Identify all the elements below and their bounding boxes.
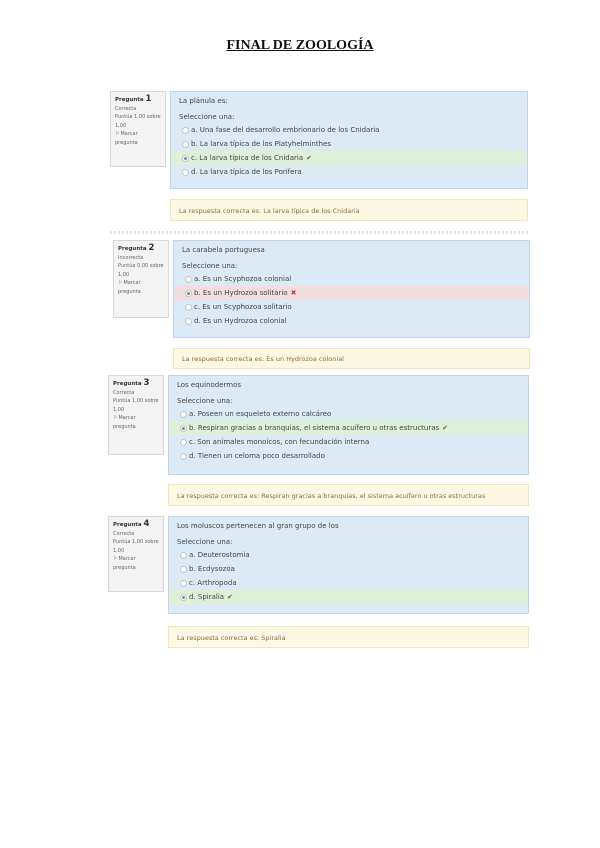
answer-option-selected[interactable]: d. Spiralia ✔ <box>169 590 528 604</box>
correct-answer-feedback: La respuesta correcta es: Respiran gracias a branquias, el sistema acuífero u otras estructuras <box>168 484 529 506</box>
radio-button[interactable] <box>182 127 189 134</box>
question-number: Pregunta 1 <box>115 94 152 104</box>
flag-icon: ⚐ <box>115 131 120 137</box>
answer-option[interactable]: b. Ecdysozoa <box>169 562 528 576</box>
answer-prompt: Seleccione una: <box>179 113 235 121</box>
radio-button-checked[interactable] <box>185 290 192 297</box>
question-content <box>168 375 529 475</box>
radio-button[interactable] <box>180 580 187 587</box>
answer-option-selected[interactable]: b. Es un Hydrozoa solitario ✖ <box>174 286 529 300</box>
radio-button[interactable] <box>180 552 187 559</box>
flag-icon: ⚐ <box>113 556 118 562</box>
answer-prompt: Seleccione una: <box>182 262 238 270</box>
radio-button-checked[interactable] <box>182 155 189 162</box>
answer-options <box>179 123 519 179</box>
answer-option[interactable]: d. Tienen un celoma poco desarrollado <box>169 449 528 463</box>
question-score: Puntúa 1,00 sobre 1,00 <box>113 539 159 554</box>
radio-button[interactable] <box>182 141 189 148</box>
question-info <box>113 240 169 318</box>
radio-button[interactable] <box>180 439 187 446</box>
radio-button[interactable] <box>180 453 187 460</box>
question-content <box>170 91 528 189</box>
answer-option[interactable]: a. Es un Scyphozoa colonial <box>174 272 529 286</box>
flag-question-link[interactable]: ⚐Marcar pregunta <box>115 131 138 146</box>
radio-button[interactable] <box>180 411 187 418</box>
answer-option[interactable]: c. Son animales monoicos, con fecundación interna <box>169 435 528 449</box>
radio-button-checked[interactable] <box>180 425 187 432</box>
question-number: Pregunta 3 <box>113 378 150 388</box>
answer-options <box>182 272 521 328</box>
question-text: Los moluscos pertenecen al gran grupo de los <box>177 522 339 530</box>
radio-button[interactable] <box>185 276 192 283</box>
correct-answer-feedback: La respuesta correcta es: La larva típica de los Cnidaria <box>170 199 528 221</box>
answer-prompt: Seleccione una: <box>177 538 233 546</box>
check-icon: ✔ <box>306 154 312 162</box>
question-info <box>108 516 164 592</box>
question-state: Correcta <box>113 389 135 396</box>
question-score: Puntúa 0,00 sobre 1,00 <box>118 263 164 278</box>
correct-answer-feedback: La respuesta correcta es: Es un Hydrozoa colonial <box>173 348 530 369</box>
answer-option[interactable]: d. Es un Hydrozoa colonial <box>174 314 529 328</box>
answer-option[interactable]: d. La larva típica de los Porifera <box>171 165 527 179</box>
question-content <box>168 516 529 614</box>
check-icon: ✔ <box>227 593 233 601</box>
check-icon: ✔ <box>442 424 449 432</box>
answer-prompt: Seleccione una: <box>177 397 233 405</box>
answer-option[interactable]: a. Una fase del desarrollo embrionario de los Cnidaria <box>171 123 527 137</box>
radio-button[interactable] <box>182 169 189 176</box>
question-state: Correcta <box>113 530 135 537</box>
answer-options <box>177 407 520 463</box>
answer-option[interactable]: c. Es un Scyphozoa solitario <box>174 300 529 314</box>
answer-option[interactable]: a. Poseen un esqueleto externo calcáreo <box>169 407 528 421</box>
question-info <box>108 375 164 455</box>
question-score: Puntúa 1,00 sobre 1,00 <box>115 114 161 129</box>
question-score: Puntúa 1,00 sobre 1,00 <box>113 398 159 413</box>
question-text: La plánula es: <box>179 97 228 105</box>
cross-icon: ✖ <box>290 289 297 297</box>
answer-option-selected[interactable]: c. La larva típica de los Cnidaria ✔ <box>171 151 527 165</box>
radio-button[interactable] <box>180 566 187 573</box>
flag-question-link[interactable]: ⚐Marcar pregunta <box>113 415 136 430</box>
question-content <box>173 240 530 338</box>
radio-button-checked[interactable] <box>180 594 187 601</box>
flag-icon: ⚐ <box>113 415 118 421</box>
document-title: FINAL DE ZOOLOGÍA <box>226 38 374 53</box>
question-info <box>110 91 166 167</box>
question-text: La carabela portuguesa <box>182 246 265 254</box>
answer-option[interactable]: a. Deuterostomia <box>169 548 528 562</box>
flag-question-link[interactable]: ⚐Marcar pregunta <box>113 556 136 571</box>
flag-icon: ⚐ <box>118 280 123 286</box>
answer-options <box>177 548 520 604</box>
correct-answer-feedback: La respuesta correcta es: Spiralia <box>168 626 529 648</box>
question-number: Pregunta 4 <box>113 519 150 529</box>
question-number: Pregunta 2 <box>118 243 155 253</box>
radio-button[interactable] <box>185 304 192 311</box>
answer-option[interactable]: b. La larva típica de los Platyhelminthes <box>171 137 527 151</box>
radio-button[interactable] <box>185 318 192 325</box>
flag-question-link[interactable]: ⚐Marcar pregunta <box>118 280 141 295</box>
answer-option[interactable]: c. Arthropoda <box>169 576 528 590</box>
question-state: Correcta <box>115 105 137 112</box>
question-separator <box>110 231 530 234</box>
answer-option-selected[interactable]: b. Respiran gracias a branquias, el sistema acuífero u otras estructuras ✔ <box>169 421 528 435</box>
question-state: Incorrecta <box>118 254 144 261</box>
question-text: Los equinodermos <box>177 381 242 389</box>
